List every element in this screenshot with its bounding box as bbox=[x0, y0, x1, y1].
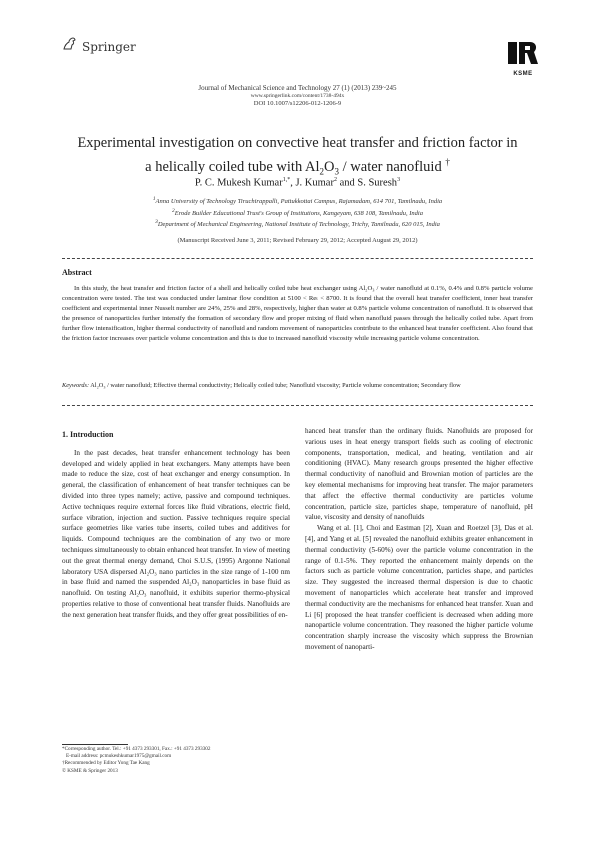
divider-top bbox=[62, 258, 533, 259]
ksme-logo bbox=[506, 40, 540, 77]
author-2: , J. Kumar bbox=[290, 177, 334, 189]
author-1: P. C. Mukesh Kumar bbox=[194, 177, 283, 189]
journal-url: www.springerlink.com/content/1738-494x bbox=[250, 93, 345, 99]
footnote-email: E-mail address: pcmukeshkumar1975@gmail.com bbox=[66, 753, 172, 760]
intro-paragraph-2: hanced heat transfer than the ordinary fluids. Nanofluids are proposed for various uses in heat energy transport fields such as cooling of electronic components, transportation, medical, and heating, ventilation and air conditioning (HVAC). Many research groups presented the higher effective thermal conductivity of nanofluid and Brownian motion of particles are the key elemental mechanisms for improving heat transfer. The major parameters that affect the effective thermal conductivity are particles volume concentration, particle size, particles shape, temperature of nanofluid, pH value, viscosity and density of nanofluids bbox=[305, 427, 533, 522]
springer-logo bbox=[62, 37, 136, 56]
footnote-corresponding: *Corresponding author. Tel.: +91 4373 293301, Fax.: +91 4373 293302 bbox=[62, 746, 211, 752]
abstract-heading: Abstract bbox=[62, 268, 92, 277]
journal-citation: Journal of Mechanical Science and Technology 27 (1) (2013) 239~245 bbox=[198, 84, 397, 92]
society-name: KSME bbox=[513, 71, 533, 77]
affiliation-1: $^1$Anna University of Technology Tiruchirappalli, Pattukkottai Campus, Rajamadam, 614 701, Tamilnadu, India bbox=[152, 196, 443, 206]
footnote-copyright: © KSME & Springer 2013 bbox=[62, 767, 118, 774]
footnote-rule bbox=[62, 744, 128, 745]
affiliations bbox=[0, 195, 595, 230]
affiliation-3: $^3$Department of Mechanical Engineering, National Institute of Technology, Trichy, Tamilnadu, 620 015, India bbox=[155, 219, 440, 229]
column-right bbox=[305, 426, 533, 653]
author-list: P. C. Mukesh Kumar$^{1,*}$, J. Kumar$^2$ and S. Suresh$^3$ bbox=[194, 177, 401, 189]
publisher-name: Springer bbox=[82, 39, 136, 54]
intro-paragraph-1: In the past decades, heat transfer enhancement technology has been developed and widely applied in heat exchangers. Many attempts have been made to reduce the size, cost of heat exchanger and energy consumption. In general, the classification of enhancement of heat transfer techniques can be divided into three types namely; active, passive and compound techniques. Active techniques require external forces like fluid vibrations, electric field, surface vibration, injection and suction. Passive techniques require special surface geometries like varies tube inserts, coiled tubes and additives for liquids. Compound techniques are the combination of any two or more techniques simultaneously to obtain enhanced heat transfer. In view of meeting out the great thermal energy demand, Choi S.U.S, (1995) Argonne National laboratory USA dispersed Al₂O₃ nano particles in the size range of 1-100 nm in base fluid and named the suspended Al₂O₃ nanoparticles in base fluid as nanofluid. On testing Al₂O₃ nanofluid, it exhibits superior thermo-physical properties relative to those of conventional heat transfer fluids. Nanofluids are the next generation heat transfer fluids, and they offer great possibilities of en- bbox=[62, 448, 290, 619]
abstract-body bbox=[62, 284, 533, 345]
section-heading-introduction: 1. Introduction bbox=[62, 430, 114, 439]
keywords-text: Al₂O₃ / water nanofluid; Effective thermal conductivity; Helically coiled tube; Nanofluid viscosity; Particle volume concentration; Secondary flow bbox=[89, 382, 461, 389]
keywords-label: Keywords: bbox=[62, 382, 90, 389]
footnotes bbox=[62, 746, 290, 775]
article-title bbox=[60, 134, 535, 182]
journal-info bbox=[0, 84, 595, 108]
footnote-recommended: †Recommended by Editor Yong Tae Kang bbox=[62, 760, 150, 767]
column-left bbox=[62, 430, 290, 621]
title-line-1: Experimental investigation on convective heat transfer and friction factor in bbox=[77, 135, 518, 151]
springer-horse-icon bbox=[62, 37, 78, 56]
affiliation-2: $^2$Erode Builder Educational Trust's Group of Institutions, Kangeyam, 638 108, Tamilnadu, India bbox=[172, 207, 423, 217]
author-3: and S. Suresh bbox=[336, 177, 398, 189]
intro-paragraph-3: Wang et al. [1], Choi and Eastman [2], Xuan and Roetzel [3], Das et al. [4], and Yang et al. [5] revealed the nanofluid exhibits greater enhancement in thermal conductivity (5-60%) over the particle volume concentration in the range of 0.1-5%. They reported the enhancement mainly depends on the factors such as particle volume concentration, particles shape, and particles size. They suggested the increased thermal dispersion is due to chaotic movement of nanoparticles which accelerate heat transfer and improved thermal conductivity are the mechanisms for enhanced heat transfer. Xuan and Li [6] proposed the heat transfer coefficient is decreased when adding more nanoparticle volume concentration. They reasoned the higher particle volume concentration sharply increase the viscosity which suppress the Brownian movement of nanoparti- bbox=[305, 524, 533, 651]
title-line-2: a helically coiled tube with $Al_2O_3$ / water nanofluid † bbox=[145, 157, 450, 177]
abstract-text: In this study, the heat transfer and friction factor of a shell and helically coiled tube heat exchanger using Al₂O₃ / water nanofluid at 0.1%, 0.4% and 0.8% particle volume concentration were tested. The test was conducted under laminar flow condition at 5100 < Reₜ < 8700. It is found that the overall heat transfer coefficient, inner heat transfer coefficient and experimental inner Nusselt number are 24%, 25% and 28%, respectively, higher than water at 0.8% particle volume concentration of nanofluid. It is observed that the presence of nanoparticles further intensify the formation of secondary flow and proper mixing of fluid when nanofluid passes through the helically coiled tube. Apart from further flow intensification, higher thermal conductivity of nanofluid and random movement of nanoparticles contribute to the enhanced heat transfer coefficient. Also found that the friction factor increases over particle volume concentration and this is due to increased nanofluid viscosity while increasing particle volume concentration. bbox=[62, 285, 533, 343]
divider-bottom bbox=[62, 405, 533, 406]
keywords bbox=[62, 381, 533, 390]
journal-doi: DOI 10.1007/s12206-012-1206-9 bbox=[253, 100, 342, 107]
manuscript-dates: (Manuscript Received June 3, 2011; Revised February 29, 2012; Accepted August 29, 2012) bbox=[177, 237, 418, 244]
ksme-emblem-icon bbox=[506, 40, 540, 66]
